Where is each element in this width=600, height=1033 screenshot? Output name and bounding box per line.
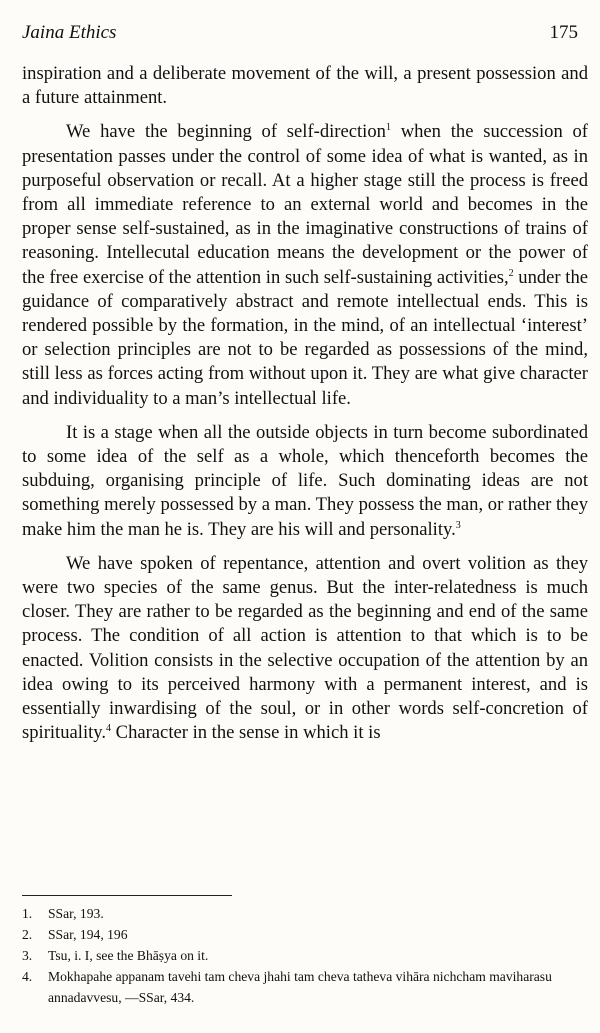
footnote-ref: 2 [508,267,514,279]
paragraph [22,552,588,746]
paragraph [22,120,588,410]
footnote-ref: 4 [106,723,112,735]
body-text [22,62,588,755]
paragraph [22,62,588,110]
footnote [22,903,588,924]
footnote [22,966,588,1008]
footnote-rule [22,895,232,896]
footnote-text: SSar, 194, 196 [48,927,128,942]
footnote-ref: 3 [455,519,461,531]
text-run: under the guidance of comparatively abstract and remote intellectual ends. This is rendered possible by the formation, in the mind, of an intellectual ‘interest’ or selection principles are not to be regarded as possessions of the mind, still less as forces acting from without upon it. They are what give character and individuality to a man’s intellectual life. [22,266,588,409]
footnote-ref: 1 [385,122,391,134]
text-run: inspiration and a deliberate movement of the will, a present possession and a future attainment. [22,63,588,109]
paragraph [22,421,588,542]
footnote-number: 2. [22,927,33,942]
footnote [22,924,588,945]
footnote-number: 3. [22,948,33,963]
text-run: when the succession of presentation passes under the control of some idea of what is wanted, as in purposeful observation or recall. At a higher stage still the process is freed from all immediate reference to an external world and becomes in the proper sense self-sustained, as in the imaginative constructions of trains of reasoning. Intellecutal education means the development or the power of the free exercise of the attention in such self-sustaining activities, [22,121,588,288]
footnote-text: Mokhapahe appanam tavehi tam cheva jhahi tam cheva tatheva vihāra nichcham maviharasu annadavvesu, —SSar, 434. [48,969,552,1005]
footnote-number: 4. [22,969,33,984]
footnote [22,945,588,966]
page-number: 175 [549,22,578,43]
text-run: We have spoken of repentance, attention and overt volition as they were two species of the same genus. But the inter-relatedness is much closer. They are rather to be regarded as the beginning and end of the same process. The condition of all action is attention to that which is to be enacted. Volition consists in the selective occupation of the attention by an idea owing to its perceived harmony with a permanent interest, and is essentially inwardising of the soul, or in other words self-concretion of spirituality. [22,552,588,744]
text-run: Character in the sense in which it is [111,722,381,744]
text-run: It is a stage when all the outside objects in turn become subordinated to some idea of the self as a whole, which thenceforth becomes the subduing, organising principle of life. Such dominating ideas are not something merely possessed by a man. They possess the man, or rather they make him the man he is. They are his will and personality. [22,421,588,540]
book-title: Jaina Ethics [22,22,117,43]
footnote-text: Tsu, i. I, see the Bhāṣya on it. [48,948,209,963]
running-head [22,22,578,46]
footnotes [22,903,588,1008]
footnote-text: SSar, 193. [48,906,104,921]
text-run: We have the beginning of self-direction [66,121,386,143]
footnote-number: 1. [22,906,33,921]
